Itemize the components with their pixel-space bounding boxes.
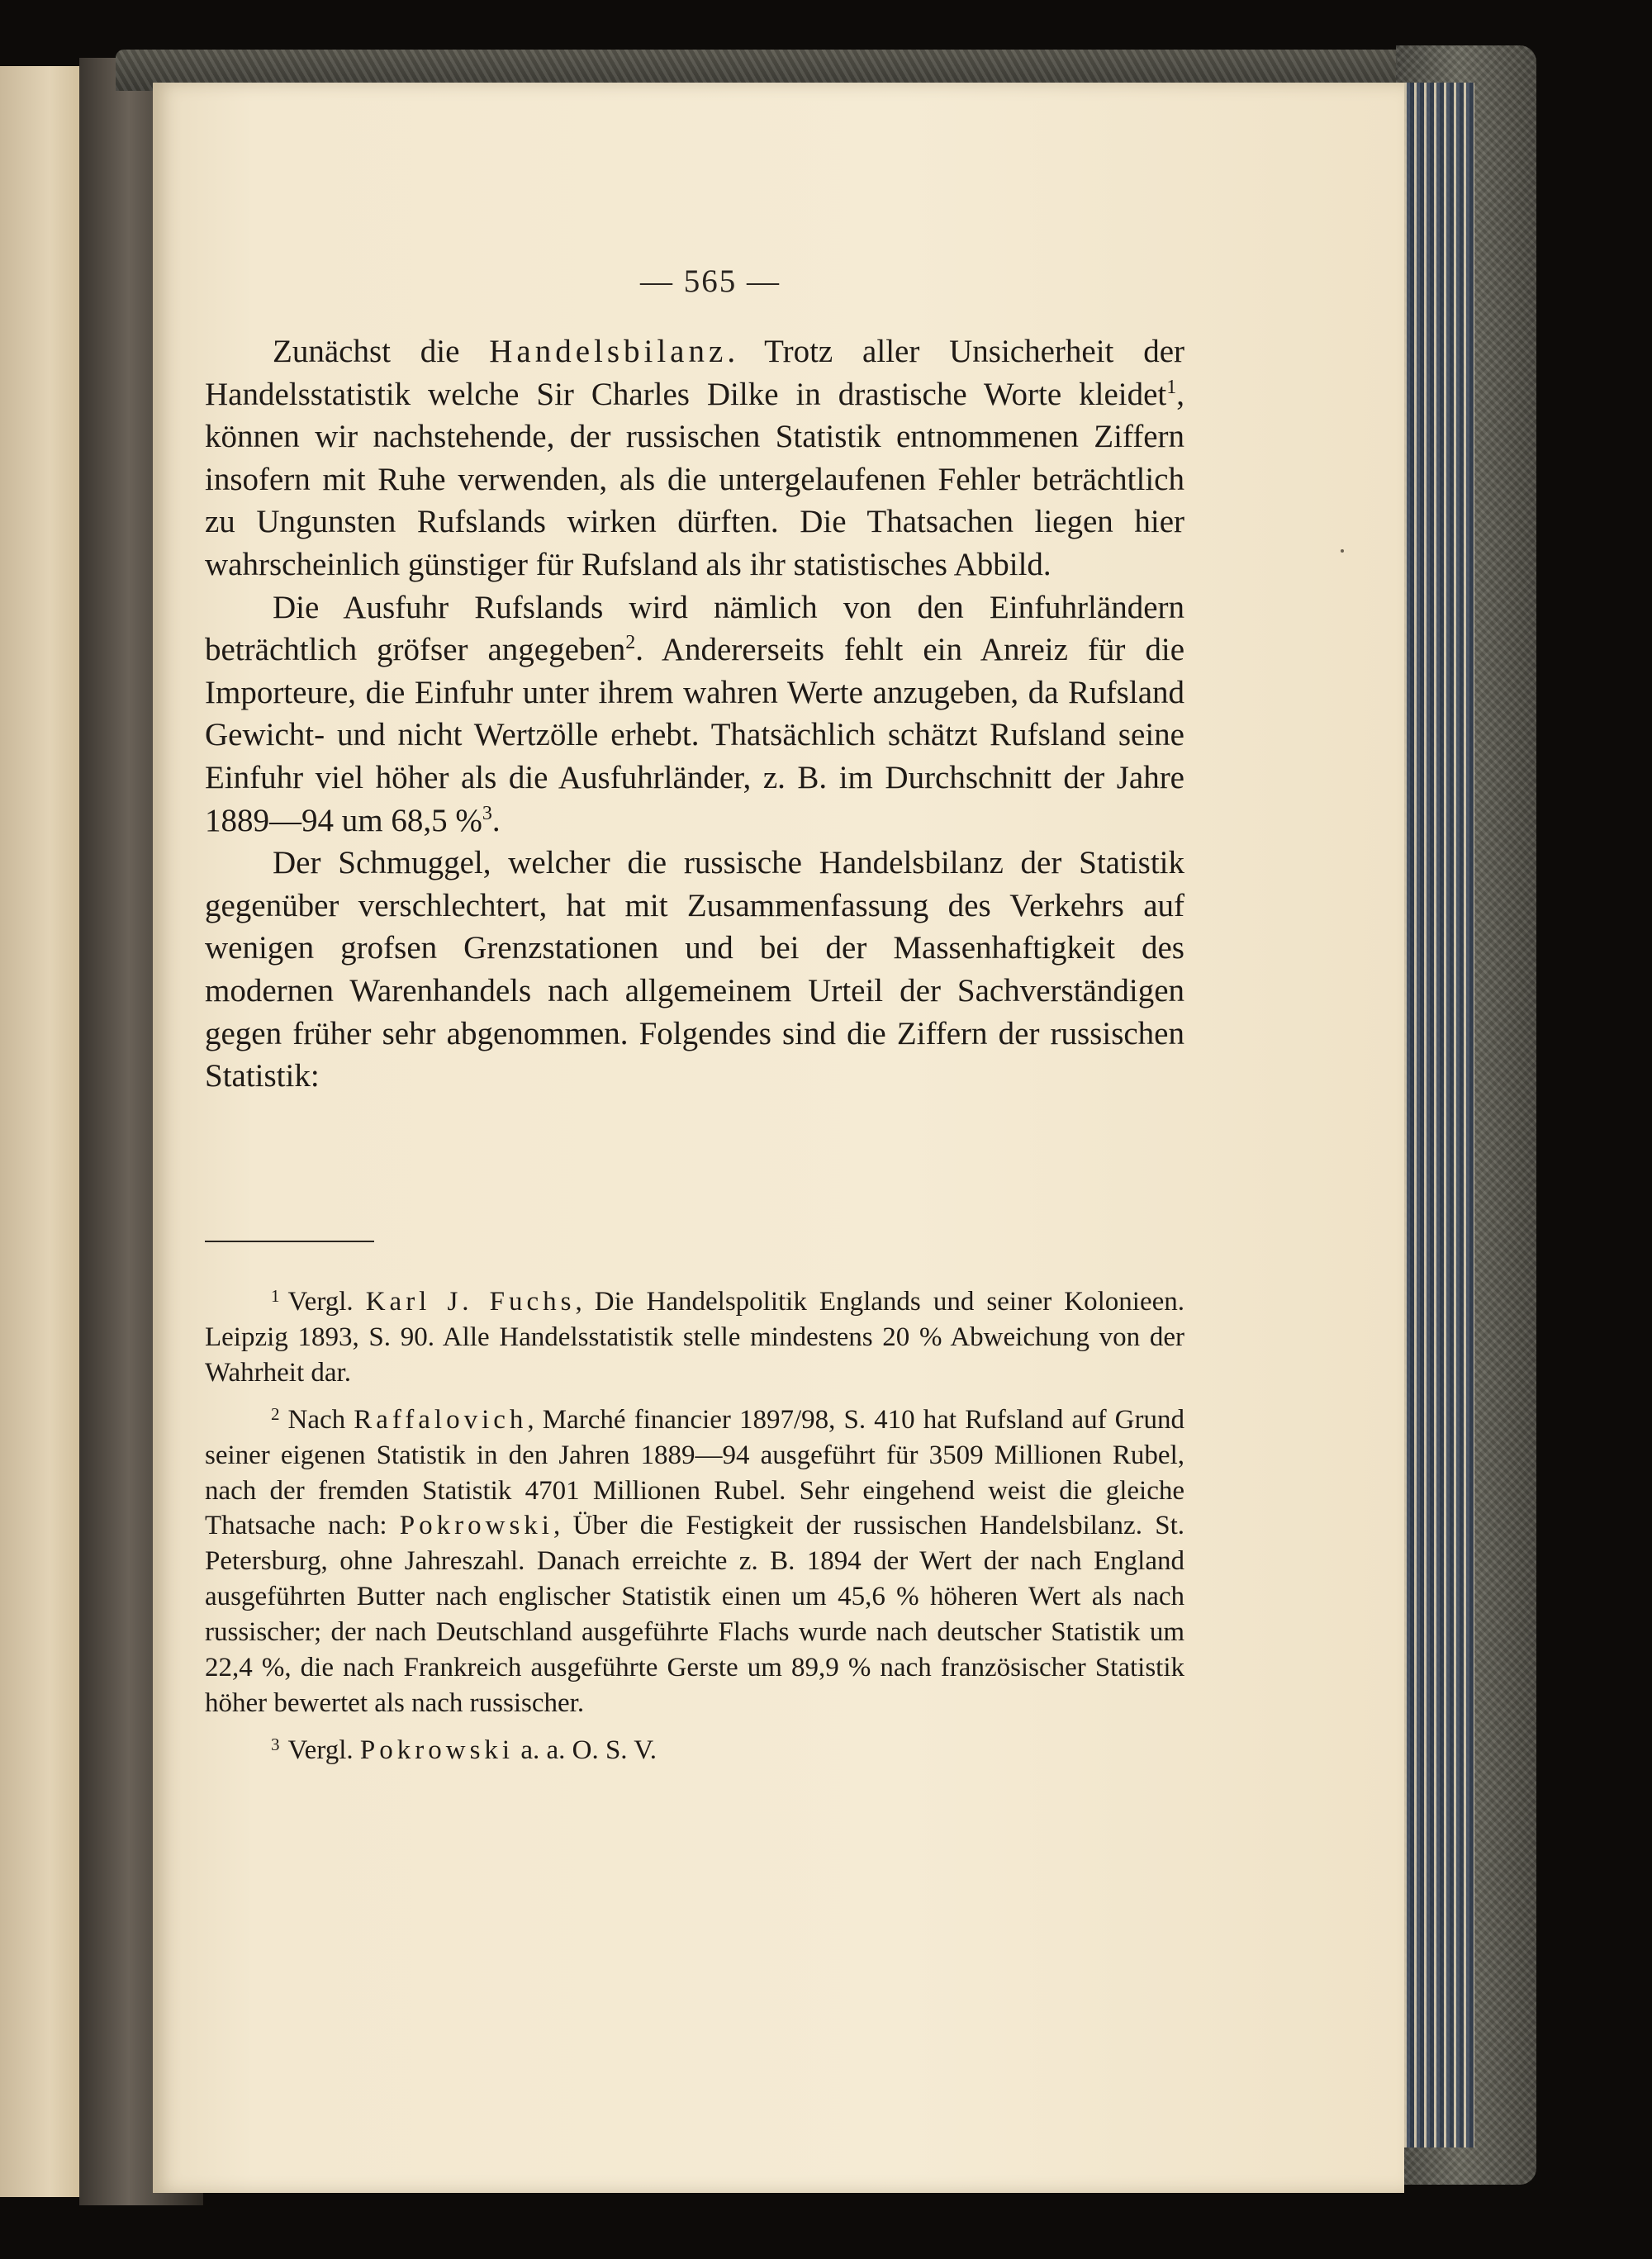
paragraph-3 bbox=[205, 842, 1184, 1098]
footnote-2 bbox=[205, 1402, 1184, 1721]
text-run: . Trotz aller Unsicherheit der Handelsstatistik welche Sir Charles Dilke in drastische Worte kleidet bbox=[205, 334, 1184, 412]
text-run: Raffalovich bbox=[354, 1404, 528, 1435]
text-run: Die Ausfuhr Rufslands wird nämlich von den Einfuhrländern beträchtlich gröfser angegeben bbox=[205, 589, 1184, 668]
footnote-separator bbox=[205, 1241, 374, 1242]
page-stack-edges bbox=[1400, 83, 1474, 2147]
footnote-reference: 2 bbox=[625, 632, 636, 654]
paragraph-2 bbox=[205, 586, 1184, 842]
text-run: Zunächst die bbox=[273, 334, 490, 369]
text-run: , Die Handelspolitik Englands und seiner Kolonieen. Leipzig 1893, S. 90. Alle Handelsstatistik stelle mindestens 20 % Abweichung von der Wahrheit dar. bbox=[205, 1287, 1184, 1388]
left-page-edge bbox=[0, 66, 91, 2197]
footnote-mark: 2 bbox=[271, 1403, 280, 1424]
text-run: Handelsbilanz bbox=[489, 334, 728, 369]
text-run: Pokrowski bbox=[399, 1511, 553, 1541]
footnote-reference: 1 bbox=[1166, 376, 1177, 398]
footnotes bbox=[205, 1284, 1184, 1780]
footnote-1 bbox=[205, 1284, 1184, 1391]
text-run: Nach bbox=[287, 1404, 354, 1435]
text-run: , Marché financier 1897/98, S. 410 hat Rufsland auf Grund seiner eigenen Statistik in den Jahren 1889—94 ausgeführt für 3509 Millionen Rubel, nach der fremden Statistik 4701 Millionen Rubel. Sehr eingehend weist die gleiche Thatsache nach: bbox=[205, 1404, 1184, 1541]
text-run: Pokrowski bbox=[359, 1735, 515, 1765]
text-run: Vergl. bbox=[287, 1735, 360, 1765]
footnote-mark: 1 bbox=[271, 1286, 280, 1306]
text-run: , Über die Festigkeit der russischen Handelsbilanz. St. Petersburg, ohne Jahreszahl. Danach erreichte z. B. 1894 der Wert der nach England ausgeführten Butter nach englischer Statistik einen um 45,6 % höheren Wert als nach russischer; der nach Deutschland ausgeführte Flachs wurde nach deutscher Statistik um 22,4 %, die nach Frankreich ausgeführte Gerste um 89,9 % nach französischer Statistik höher bewertet als nach russischer. bbox=[205, 1511, 1185, 1718]
body-text bbox=[205, 330, 1184, 1098]
text-run: Der Schmuggel, welcher die russische Handelsbilanz der Statistik gegenüber verschlechtert, hat mit Zusammenfassung des Verkehrs auf wenigen grofsen Grenzstationen und bei der Massenhaftigkeit des modernen Warenhandels nach allgemeinem Urteil der Sachverständigen gegen früher sehr abgenommen. Folgendes sind die Ziffern der russischen Statistik: bbox=[205, 845, 1184, 1094]
margin-speck bbox=[1341, 549, 1344, 553]
text-run: . bbox=[491, 802, 501, 838]
text-run: a. a. O. S. V. bbox=[514, 1735, 657, 1765]
text-run: Karl J. Fuchs bbox=[365, 1287, 576, 1317]
footnote-3 bbox=[205, 1733, 1184, 1768]
footnote-mark: 3 bbox=[271, 1734, 280, 1754]
paragraph-1 bbox=[205, 330, 1184, 586]
text-run: , können wir nachstehende, der russischen Statistik entnommenen Ziffern insofern mit Ruhe verwenden, als die untergelaufenen Fehler beträchtlich zu Ungunsten Rufslands wirken dürften. Die Thatsachen liegen hier wahrscheinlich günstiger für Rufsland als ihr statistisches Abbild. bbox=[205, 376, 1184, 582]
footnote-reference: 3 bbox=[482, 802, 492, 824]
text-run: Vergl. bbox=[287, 1287, 366, 1317]
page-number: — 565 — bbox=[640, 263, 781, 299]
text-run: . Andererseits fehlt ein Anreiz für die Importeure, die Einfuhr unter ihrem wahren Werte anzugeben, da Rufsland Gewicht- und nicht Wertzölle erhebt. Thatsächlich schätzt Rufsland seine Einfuhr viel höher als die Ausfuhrländer, z. B. im Durchschnitt der Jahre 1889—94 um 68,5 % bbox=[205, 632, 1184, 838]
